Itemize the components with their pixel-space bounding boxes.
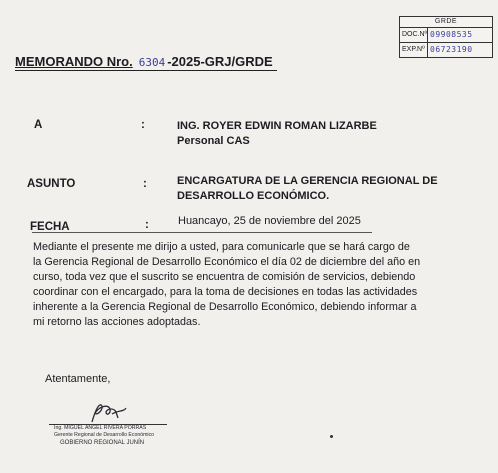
body-line: la Gerencia Regional de Desarrollo Económico el día 02 de diciembre del año en xyxy=(33,256,421,268)
stamp-doc-row xyxy=(400,28,492,43)
stamp-title: GRDE xyxy=(400,17,492,28)
memo-number: 6304 xyxy=(138,56,166,69)
body-line: Mediante el presente me dirijo a usted, para comunicarle que se hará cargo de xyxy=(33,241,410,253)
to-colon: : xyxy=(141,119,145,131)
to-label: A xyxy=(34,119,43,131)
body-line: mi retorno las acciones adoptadas. xyxy=(33,316,201,328)
date-colon: : xyxy=(145,219,149,231)
body-line: curso, toda vez que el suscrito se encuentra de comisión de servicios, debiendo xyxy=(33,271,416,283)
signer-name: Ing. MIGUEL ANGEL RIVERA PORRAS xyxy=(54,425,147,431)
stamp-exp-row xyxy=(400,43,492,57)
subject-line-1: ENCARGATURA DE LA GERENCIA REGIONAL DE xyxy=(177,175,438,187)
stamp-exp-value: 06723190 xyxy=(430,45,473,54)
subject-colon: : xyxy=(143,178,147,190)
memo-title xyxy=(15,54,273,69)
closing: Atentamente, xyxy=(45,373,111,385)
to-name: ING. ROYER EDWIN ROMAN LIZARBE xyxy=(177,120,377,132)
subject-label: ASUNTO xyxy=(27,178,76,190)
registry-stamp xyxy=(399,16,493,58)
signer-org: GOBIERNO REGIONAL JUNÍN xyxy=(60,440,145,446)
body-line: coordinar con el encargado, para la toma de decisiones en todas las actividades xyxy=(33,286,418,298)
stamp-exp-label: EXP.Nº xyxy=(402,46,425,53)
signer-title: Gerente Regional de Desarrollo Económico xyxy=(54,432,155,438)
body-line: inherente a la Gerencia Regional de Desarrollo Económico, debiendo informar a xyxy=(33,301,417,313)
date-rule xyxy=(32,232,372,233)
memo-label: MEMORANDO Nro. xyxy=(15,54,133,69)
stamp-doc-value: 09908535 xyxy=(430,30,473,39)
signature-scribble xyxy=(88,400,130,426)
memo-suffix: -2025-GRJ/GRDE xyxy=(167,54,273,69)
stray-mark xyxy=(330,435,333,438)
body-paragraph xyxy=(33,240,469,330)
date-label: FECHA xyxy=(30,221,70,233)
to-role: Personal CAS xyxy=(177,135,250,147)
title-underline xyxy=(15,70,277,71)
subject-line-2: DESARROLLO ECONÓMICO. xyxy=(177,190,330,202)
stamp-doc-label: DOC.Nº xyxy=(402,31,428,38)
date-value: Huancayo, 25 de noviembre del 2025 xyxy=(178,215,361,227)
